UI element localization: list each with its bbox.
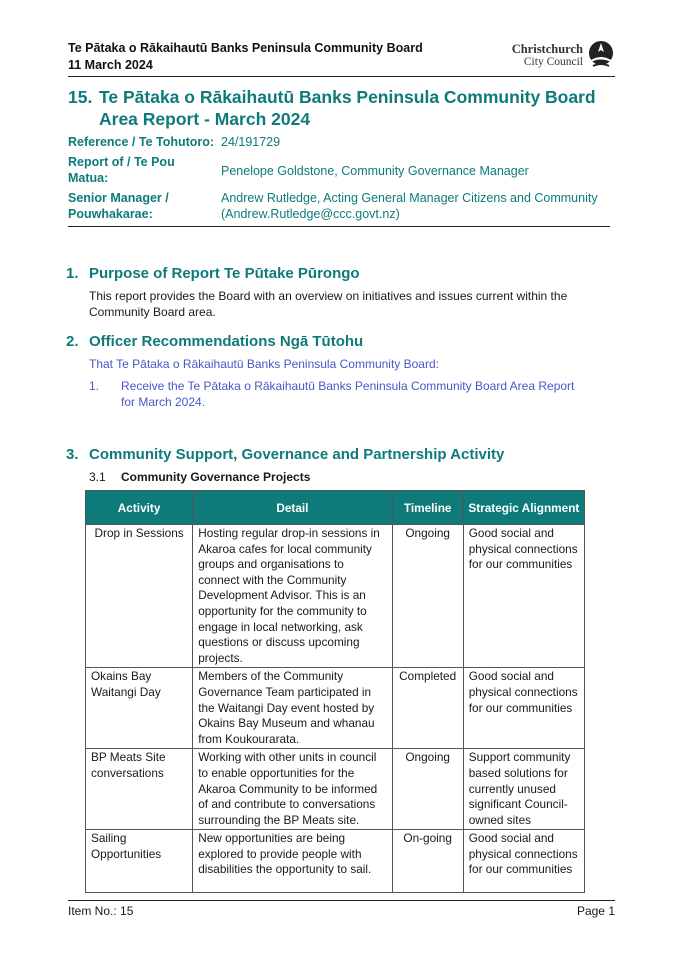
report-meta	[68, 134, 610, 227]
footer-page-number: Page 1	[576, 904, 615, 918]
cell-alignment: Good social and physical connections for our communities	[463, 830, 584, 893]
governance-projects-table	[85, 490, 585, 893]
cell-detail: Working with other units in council to enable opportunities for the Akaroa Community to be informed of and contribute to conversations surrounding the BP Meats site.	[193, 749, 392, 830]
cell-timeline: Completed	[392, 668, 463, 749]
cell-timeline: On-going	[392, 830, 463, 893]
subsection-number: 3.1	[89, 470, 106, 484]
cell-detail: New opportunities are being explored to provide people with disabilities the opportunity to sail.	[193, 830, 392, 893]
cell-timeline: Ongoing	[392, 525, 463, 668]
cell-activity: Okains Bay Waitangi Day	[86, 668, 193, 749]
column-header-timeline: Timeline	[392, 491, 463, 525]
section-title: Purpose of Report Te Pūtake Pūrongo	[89, 265, 360, 282]
section-number: 3.	[66, 446, 79, 463]
section-1-body: This report provides the Board with an overview on initiatives and issues current within the Community Board area.	[89, 289, 568, 319]
table-row	[86, 749, 585, 830]
column-header-detail: Detail	[193, 491, 392, 525]
meta-value: Andrew Rutledge, Acting General Manager Citizens and Community (Andrew.Rutledge@ccc.govt.nz)	[221, 191, 598, 221]
recommendation-number: 1.	[89, 379, 100, 393]
meta-row-report-of	[68, 154, 610, 190]
cell-timeline: Ongoing	[392, 749, 463, 830]
logo-line2: City Council	[523, 56, 583, 68]
meta-label: Senior Manager / Pouwhakarae:	[68, 191, 169, 221]
meta-value: 24/191729	[221, 135, 281, 149]
cell-activity: BP Meats Site conversations	[86, 749, 193, 830]
column-header-strategic-alignment: Strategic Alignment	[463, 491, 584, 525]
cell-detail: Members of the Community Governance Team participated in the Waitangi Day event hosted by Okains Bay Museum and whanau from Koukourarata.	[193, 668, 392, 749]
meta-value: Penelope Goldstone, Community Governance Manager	[221, 164, 529, 178]
table-row	[86, 668, 585, 749]
cell-alignment: Support community based solutions for currently unused significant Council-owned sites	[463, 749, 584, 830]
cell-activity: Drop in Sessions	[86, 525, 193, 668]
section-number: 2.	[66, 333, 79, 350]
title-number: 15.	[68, 87, 93, 107]
cell-alignment: Good social and physical connections for our communities	[463, 525, 584, 668]
title-text: Te Pātaka o Rākaihautū Banks Peninsula Community Board Area Report - March 2024	[99, 87, 596, 129]
column-header-activity: Activity	[86, 491, 193, 525]
subsection-title: Community Governance Projects	[121, 470, 311, 484]
meta-label: Report of / Te Pou Matua:	[68, 155, 175, 185]
recommendation-text: Receive the Te Pātaka o Rākaihautū Banks Peninsula Community Board Area Report for March 2024.	[121, 379, 575, 409]
header-date: 11 March 2024	[68, 58, 153, 72]
header-board-name: Te Pātaka o Rākaihautū Banks Peninsula Community Board	[68, 41, 423, 55]
recommendation-intro: That Te Pātaka o Rākaihautū Banks Peninsula Community Board:	[89, 357, 439, 371]
footer-item-number: Item No.: 15	[68, 904, 134, 918]
section-title: Officer Recommendations Ngā Tūtohu	[89, 333, 364, 350]
section-number: 1.	[66, 265, 79, 282]
ccc-logo-icon	[587, 40, 615, 70]
meta-row-senior-manager	[68, 190, 610, 224]
table-row	[86, 830, 585, 893]
cell-alignment: Good social and physical connections for our communities	[463, 668, 584, 749]
meta-label: Reference / Te Tohutoro:	[68, 135, 215, 149]
cell-detail: Hosting regular drop-in sessions in Akaroa cafes for local community groups and organisations to connect with the Community Development Advisor. This is an opportunity for the community to engage in local networking, ask questions or discuss upcoming projects.	[193, 525, 392, 668]
table-header-row	[86, 491, 585, 525]
cell-activity: Sailing Opportunities	[86, 830, 193, 893]
council-logo	[505, 40, 615, 74]
section-title: Community Support, Governance and Partnership Activity	[89, 446, 505, 463]
page-footer	[68, 900, 615, 918]
page-header	[68, 40, 615, 77]
meta-row-reference	[68, 134, 610, 154]
table-row	[86, 525, 585, 668]
logo-line1: Christchurch	[511, 42, 583, 56]
